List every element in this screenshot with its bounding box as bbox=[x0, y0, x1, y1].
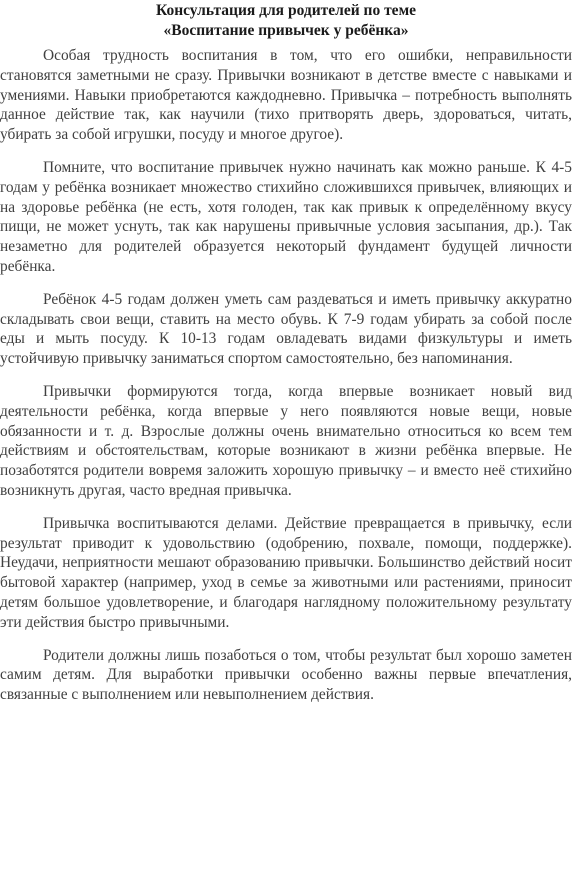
paragraph-1: Особая трудность воспитания в том, что его ошибки, неправильности становятся заметными не сразу. Привычки возникают в детстве вместе с навыками и умениями. Навыки приобретаются каждодневно. Привычка – потребность выполнять данное действие так, как научили (тихо притворять дверь, здороваться, читать, убирать за собой игрушки, посуду и многое другое). bbox=[0, 47, 572, 144]
document-title bbox=[0, 0, 572, 41]
title-line-2: «Воспитание привычек у ребёнка» bbox=[163, 22, 409, 39]
paragraph-2: Помните, что воспитание привычек нужно начинать как можно раньше. К 4-5 годам у ребёнка возникает множество стихийно сложившихся привычек, влияющих и на здоровье ребёнка (не есть, хотя голоден, так как привык к определённому вкусу пищи, не может уснуть, так как нарушены привычные условия засыпания, др.). Так незаметно для родителей образуется некоторый фундамент будущей личности ребёнка. bbox=[0, 158, 572, 275]
title-line-1: Консультация для родителей по теме bbox=[155, 2, 417, 19]
paragraph-4: Привычки формируются тогда, когда впервые возникает новый вид деятельности ребёнка, когда впервые у него появляются новые вещи, новые обязанности и т. д. Взрослые должны очень внимательно относиться ко всем тем действиям и обстоятельствам, которые возникают в жизни ребёнка впервые. Не позаботятся родители вовремя заложить хорошую привычку – и вместо неё стихийно возникнуть другая, часто вредная привычка. bbox=[0, 382, 572, 499]
paragraph-3: Ребёнок 4-5 годам должен уметь сам раздеваться и иметь привычку аккуратно складывать свои вещи, ставить на место обувь. К 7-9 годам убирать за собой после еды и мыть посуду. К 10-13 годам овладевать видами физкультуры и иметь устойчивую привычку заниматься спортом самостоятельно, без напоминания. bbox=[0, 290, 572, 368]
paragraph-5: Привычка воспитываются делами. Действие превращается в привычку, если результат приводит к удовольствию (одобрению, похвале, помощи, поддержке). Неудачи, неприятности мешают образованию привычки. Большинство действий носит бытовой характер (например, уход в семье за животными или растениями, приносит детям большое удовлетворение, и благодаря наглядному положительному результату эти действия быстро привычными. bbox=[0, 514, 572, 631]
paragraph-6: Родители должны лишь позаботься о том, чтобы результат был хорошо заметен самим детям. Для выработки привычки особенно важны первые впечатления, связанные с выполнением или невыполнением действия. bbox=[0, 646, 572, 704]
